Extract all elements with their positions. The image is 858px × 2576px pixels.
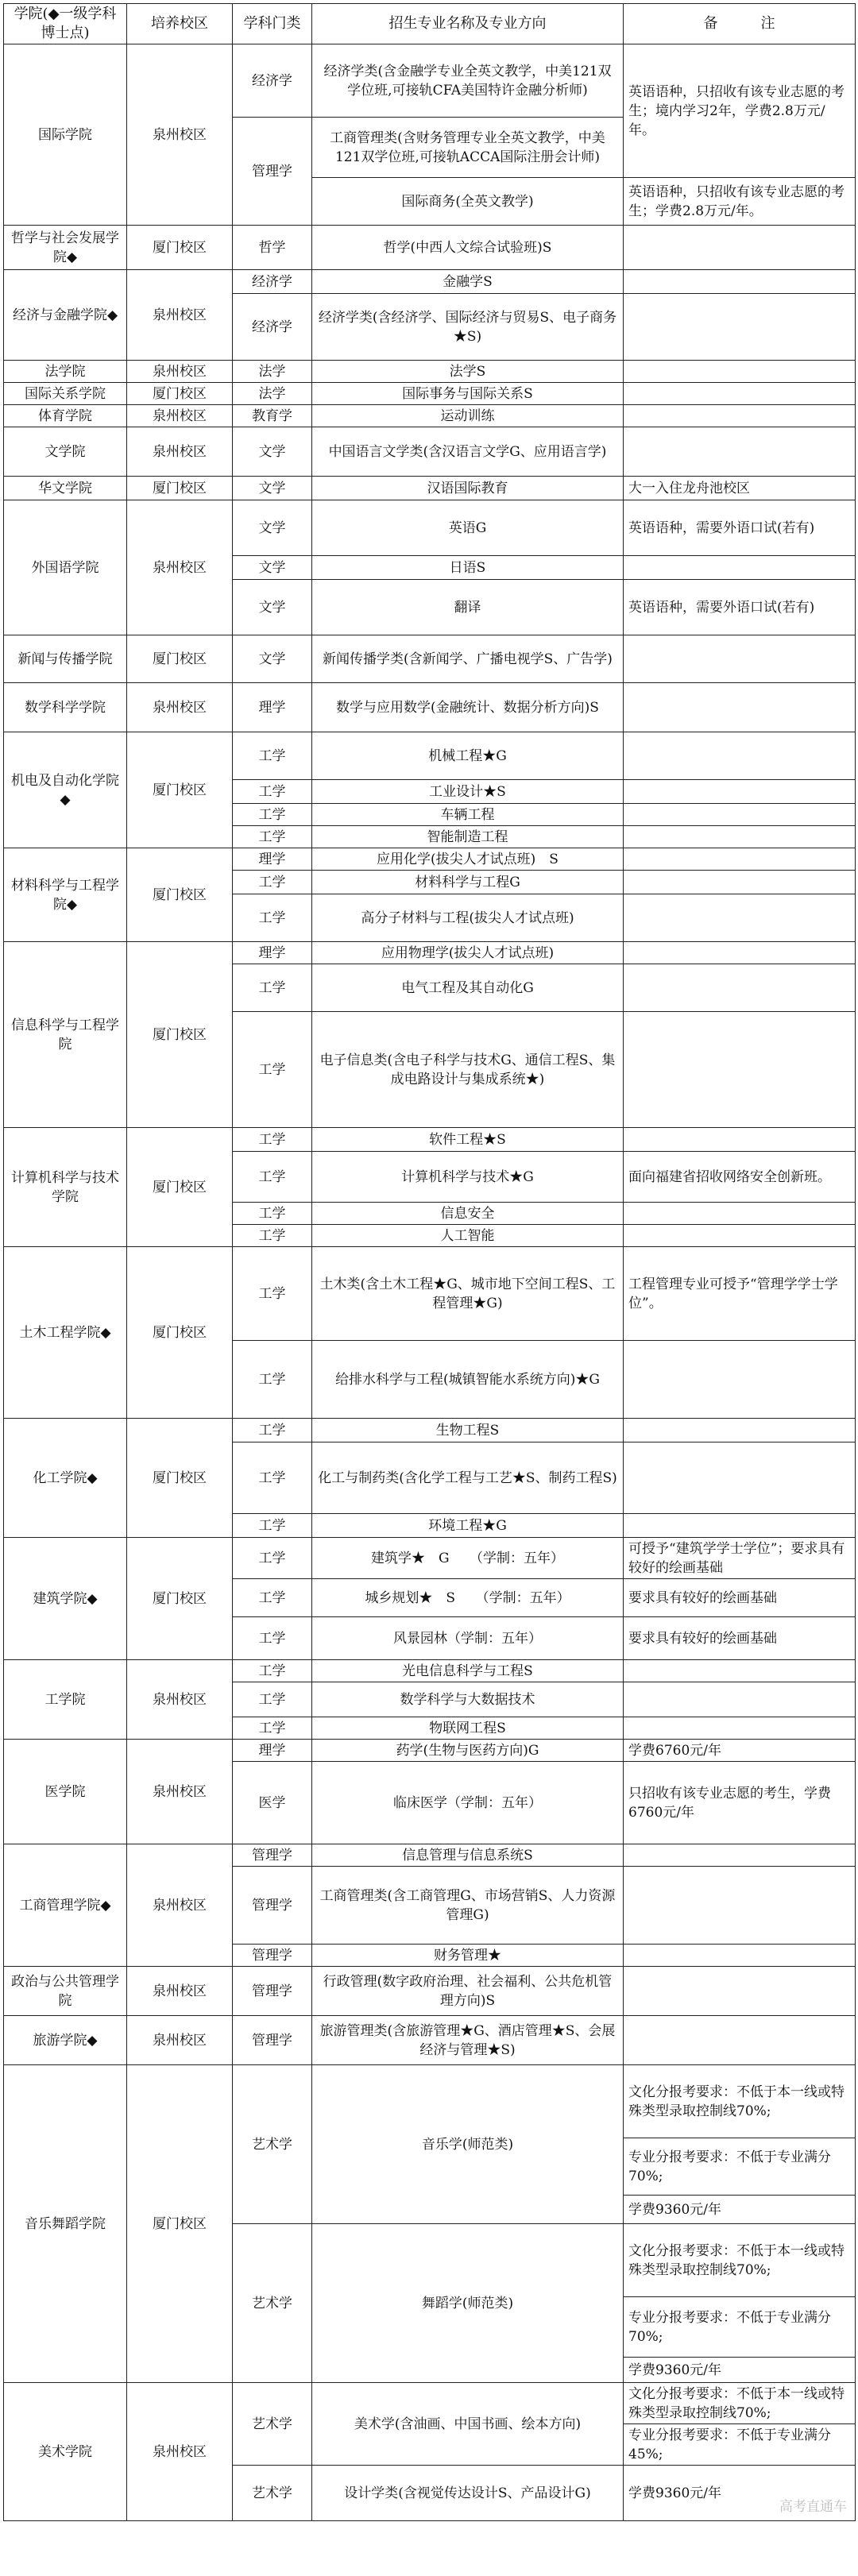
category-cell: 理学 [233, 683, 312, 732]
major-cell: 信息安全 [312, 1203, 624, 1225]
major-cell: 哲学(中西人文综合试验班)S [312, 226, 624, 270]
campus-cell: 泉州校区 [127, 2383, 233, 2521]
major-cell: 物联网工程S [312, 1717, 624, 1740]
category-cell: 理学 [233, 848, 312, 871]
college-cell: 法学院 [4, 361, 127, 383]
note-cell: 英语语种，只招收有该专业志愿的考生；境内学习2年，学费2.8万元/年。 [624, 44, 856, 178]
note-cell [624, 826, 856, 848]
note-cell [624, 871, 856, 894]
college-cell: 数学科学学院 [4, 683, 127, 732]
note-cell [624, 635, 856, 683]
major-cell: 环境工程★G [312, 1514, 624, 1538]
college-cell: 新闻与传播学院 [4, 635, 127, 683]
major-cell: 美术学(含油画、中国书画、绘本方向) [312, 2383, 624, 2466]
category-cell: 法学 [233, 383, 312, 405]
category-cell: 哲学 [233, 226, 312, 270]
category-cell: 管理学 [233, 1844, 312, 1867]
category-cell: 工学 [233, 1225, 312, 1247]
table-body [4, 44, 856, 2521]
category-cell: 艺术学 [233, 2383, 312, 2466]
note-cell [624, 804, 856, 826]
category-cell: 艺术学 [233, 2065, 312, 2224]
major-cell: 给排水科学与工程(城镇智能水系统方向)★G [312, 1341, 624, 1419]
major-cell: 光电信息科学与工程S [312, 1660, 624, 1682]
table-row [4, 500, 856, 556]
college-cell: 美术学院 [4, 2383, 127, 2521]
campus-cell: 厦门校区 [127, 1419, 233, 1538]
campus-cell: 厦门校区 [127, 383, 233, 405]
major-cell: 经济学类(含金融学专业全英文教学，中美121双学位班,可接轨CFA美国特许金融分析师) [312, 44, 624, 118]
category-cell: 文学 [233, 477, 312, 500]
campus-cell: 厦门校区 [127, 1247, 233, 1419]
note-cell [624, 383, 856, 405]
note-cell: 英语语种，只招收有该专业志愿的考生；学费2.8万元/年。 [624, 178, 856, 226]
table-row [4, 405, 856, 427]
major-cell: 药学(生物与医药方向)G [312, 1740, 624, 1762]
college-cell: 音乐舞蹈学院 [4, 2065, 127, 2383]
category-cell: 理学 [233, 942, 312, 964]
table-row [4, 427, 856, 477]
note-cell [624, 2016, 856, 2065]
campus-cell: 厦门校区 [127, 635, 233, 683]
major-cell: 汉语国际教育 [312, 477, 624, 500]
note-cell: 英语语种，需要外语口试(若有) [624, 500, 856, 556]
category-cell: 法学 [233, 361, 312, 383]
college-cell: 旅游学院◆ [4, 2016, 127, 2065]
major-cell: 工商管理类(含财务管理专业全英文教学，中美121双学位班,可接轨ACCA国际注册会计师) [312, 118, 624, 178]
category-cell: 工学 [233, 1247, 312, 1341]
note-cell: 文化分报考要求：不低于本一线或特殊类型录取控制线70%; [624, 2383, 856, 2424]
campus-cell: 泉州校区 [127, 683, 233, 732]
category-cell: 工学 [233, 1203, 312, 1225]
major-cell: 经济学类(含经济学、国际经济与贸易S、电子商务★S) [312, 294, 624, 361]
major-cell: 国际商务(全英文教学) [312, 178, 624, 226]
major-cell: 工商管理类(含工商管理G、市场营销S、人力资源管理G) [312, 1867, 624, 1945]
major-cell: 建筑学★ G （学制：五年） [312, 1538, 624, 1579]
category-cell: 工学 [233, 1419, 312, 1442]
note-cell: 学费9360元/年 [624, 2358, 856, 2383]
note-cell [624, 1945, 856, 1967]
major-cell: 工业设计★S [312, 780, 624, 804]
category-cell: 工学 [233, 732, 312, 780]
note-cell [624, 1514, 856, 1538]
major-cell: 法学S [312, 361, 624, 383]
note-cell [624, 780, 856, 804]
table-row [4, 361, 856, 383]
category-cell: 工学 [233, 1682, 312, 1717]
header-category: 学科门类 [233, 4, 312, 44]
note-cell: 文化分报考要求：不低于本一线或特殊类型录取控制线70%; [624, 2065, 856, 2138]
major-cell: 应用物理学(拔尖人才试点班) [312, 942, 624, 964]
note-cell: 学费9360元/年 [624, 2196, 856, 2224]
major-cell: 旅游管理类(含旅游管理★G、酒店管理★S、会展经济与管理★S) [312, 2016, 624, 2065]
major-cell: 英语G [312, 500, 624, 556]
campus-cell: 泉州校区 [127, 2016, 233, 2065]
table-row [4, 226, 856, 270]
note-cell [624, 1225, 856, 1247]
table-row [4, 683, 856, 732]
note-cell [624, 1203, 856, 1225]
table-row [4, 1538, 856, 1579]
major-cell: 计算机科学与技术★G [312, 1152, 624, 1203]
category-cell: 工学 [233, 1012, 312, 1128]
note-cell [624, 427, 856, 477]
note-cell [624, 270, 856, 294]
table-row [4, 1844, 856, 1867]
note-cell [624, 1012, 856, 1128]
campus-cell: 厦门校区 [127, 1538, 233, 1660]
category-cell: 工学 [233, 1514, 312, 1538]
college-cell: 信息科学与工程学院 [4, 942, 127, 1128]
major-cell: 车辆工程 [312, 804, 624, 826]
campus-cell: 厦门校区 [127, 1128, 233, 1247]
college-cell: 计算机科学与技术学院 [4, 1128, 127, 1247]
college-cell: 政治与公共管理学院 [4, 1967, 127, 2016]
note-cell [624, 1442, 856, 1514]
college-cell: 外国语学院 [4, 500, 127, 635]
category-cell: 工学 [233, 1152, 312, 1203]
note-cell [624, 1419, 856, 1442]
college-cell: 华文学院 [4, 477, 127, 500]
campus-cell: 泉州校区 [127, 500, 233, 635]
table-row [4, 1419, 856, 1442]
major-cell: 金融学S [312, 270, 624, 294]
major-cell: 高分子材料与工程(拔尖人才试点班) [312, 894, 624, 942]
category-cell: 工学 [233, 894, 312, 942]
major-cell: 行政管理(数字政府治理、社会福利、公共危机管理方向)S [312, 1967, 624, 2016]
table-row [4, 2383, 856, 2424]
note-cell: 要求具有较好的绘画基础 [624, 1617, 856, 1660]
major-cell: 日语S [312, 556, 624, 580]
major-cell: 电气工程及其自动化G [312, 964, 624, 1012]
college-cell: 材料科学与工程学院◆ [4, 848, 127, 942]
major-cell: 电子信息类(含电子科学与技术G、通信工程S、集成电路设计与集成系统★) [312, 1012, 624, 1128]
category-cell: 管理学 [233, 1967, 312, 2016]
college-cell: 建筑学院◆ [4, 1538, 127, 1660]
table-row [4, 635, 856, 683]
college-cell: 工学院 [4, 1660, 127, 1740]
table-row [4, 44, 856, 118]
major-cell: 数学与应用数学(金融统计、数据分析方向)S [312, 683, 624, 732]
campus-cell: 泉州校区 [127, 1740, 233, 1844]
note-cell [624, 405, 856, 427]
category-cell: 医学 [233, 1762, 312, 1844]
table-row [4, 2065, 856, 2138]
major-cell: 软件工程★S [312, 1128, 624, 1152]
college-cell: 土木工程学院◆ [4, 1247, 127, 1419]
campus-cell: 泉州校区 [127, 427, 233, 477]
category-cell: 工学 [233, 826, 312, 848]
campus-cell: 泉州校区 [127, 270, 233, 361]
campus-cell: 厦门校区 [127, 942, 233, 1128]
major-cell: 国际事务与国际关系S [312, 383, 624, 405]
category-cell: 经济学 [233, 270, 312, 294]
college-cell: 文学院 [4, 427, 127, 477]
campus-cell: 泉州校区 [127, 405, 233, 427]
note-cell: 可授予“建筑学学士学位”；要求具有较好的绘画基础 [624, 1538, 856, 1579]
note-cell [624, 1128, 856, 1152]
note-cell: 工程管理专业可授予“管理学学士学位”。 [624, 1247, 856, 1341]
note-cell [624, 226, 856, 270]
table-row [4, 1740, 856, 1762]
major-cell: 音乐学(师范类) [312, 2065, 624, 2224]
major-cell: 设计学类(含视觉传达设计S、产品设计G) [312, 2466, 624, 2521]
note-cell: 要求具有较好的绘画基础 [624, 1579, 856, 1617]
college-cell: 国际学院 [4, 44, 127, 226]
college-cell: 工商管理学院◆ [4, 1844, 127, 1967]
major-cell: 风景园林（学制：五年） [312, 1617, 624, 1660]
note-cell [624, 964, 856, 1012]
header-major: 招生专业名称及专业方向 [312, 4, 624, 44]
note-cell [624, 942, 856, 964]
category-cell: 工学 [233, 1717, 312, 1740]
note-cell: 文化分报考要求：不低于本一线或特殊类型录取控制线70%; [624, 2224, 856, 2297]
category-cell: 工学 [233, 1617, 312, 1660]
category-cell: 文学 [233, 635, 312, 683]
header-campus: 培养校区 [127, 4, 233, 44]
campus-cell: 泉州校区 [127, 1967, 233, 2016]
note-cell [624, 848, 856, 871]
college-cell: 医学院 [4, 1740, 127, 1844]
category-cell: 经济学 [233, 294, 312, 361]
category-cell: 管理学 [233, 2016, 312, 2065]
campus-cell: 泉州校区 [127, 1660, 233, 1740]
header-college: 学院(◆一级学科博士点) [4, 4, 127, 44]
major-cell: 舞蹈学(师范类) [312, 2224, 624, 2383]
table-row [4, 942, 856, 964]
table-row [4, 732, 856, 780]
table-row [4, 1967, 856, 2016]
major-cell: 财务管理★ [312, 1945, 624, 1967]
campus-cell: 泉州校区 [127, 1844, 233, 1967]
note-cell: 大一入住龙舟池校区 [624, 477, 856, 500]
category-cell: 工学 [233, 804, 312, 826]
note-cell: 面向福建省招收网络安全创新班。 [624, 1152, 856, 1203]
college-cell: 机电及自动化学院◆ [4, 732, 127, 848]
category-cell: 工学 [233, 1579, 312, 1617]
category-cell: 文学 [233, 427, 312, 477]
note-cell: 英语语种，需要外语口试(若有) [624, 580, 856, 635]
category-cell: 理学 [233, 1740, 312, 1762]
college-cell: 国际关系学院 [4, 383, 127, 405]
note-cell: 学费6760元/年 [624, 1740, 856, 1762]
table-row [4, 1128, 856, 1152]
note-cell [624, 1682, 856, 1717]
major-cell: 临床医学（学制：五年） [312, 1762, 624, 1844]
header-notes: 备 注 [624, 4, 856, 44]
campus-cell: 厦门校区 [127, 732, 233, 848]
note-cell: 只招收有该专业志愿的考生，学费6760元/年 [624, 1762, 856, 1844]
note-cell [624, 361, 856, 383]
campus-cell: 泉州校区 [127, 44, 233, 226]
category-cell: 教育学 [233, 405, 312, 427]
major-cell: 土木类(含土木工程★G、城市地下空间工程S、工程管理★G) [312, 1247, 624, 1341]
table-row [4, 1660, 856, 1682]
watermark: 高考直通车 [779, 2499, 847, 2515]
note-cell [624, 1967, 856, 2016]
campus-cell: 泉州校区 [127, 361, 233, 383]
major-cell: 信息管理与信息系统S [312, 1844, 624, 1867]
major-cell: 中国语言文学类(含汉语言文学G、应用语言学) [312, 427, 624, 477]
major-cell: 城乡规划★ S （学制：五年） [312, 1579, 624, 1617]
category-cell: 工学 [233, 1128, 312, 1152]
category-cell: 工学 [233, 871, 312, 894]
category-cell: 工学 [233, 1660, 312, 1682]
admissions-document [3, 3, 855, 2521]
note-cell [624, 1717, 856, 1740]
college-cell: 哲学与社会发展学院◆ [4, 226, 127, 270]
category-cell: 工学 [233, 964, 312, 1012]
major-cell: 生物工程S [312, 1419, 624, 1442]
category-cell: 文学 [233, 500, 312, 556]
table-row [4, 848, 856, 871]
table-row [4, 383, 856, 405]
college-cell: 化工学院◆ [4, 1419, 127, 1538]
note-cell [624, 732, 856, 780]
note-cell [624, 1660, 856, 1682]
note-cell [624, 1341, 856, 1419]
category-cell: 文学 [233, 556, 312, 580]
college-cell: 体育学院 [4, 405, 127, 427]
major-cell: 人工智能 [312, 1225, 624, 1247]
table-row [4, 477, 856, 500]
major-cell: 材料科学与工程G [312, 871, 624, 894]
note-cell [624, 683, 856, 732]
campus-cell: 厦门校区 [127, 2065, 233, 2383]
major-cell: 翻译 [312, 580, 624, 635]
category-cell: 文学 [233, 580, 312, 635]
major-cell: 机械工程★G [312, 732, 624, 780]
major-cell: 新闻传播学类(含新闻学、广播电视学S、广告学) [312, 635, 624, 683]
note-cell [624, 1844, 856, 1867]
major-cell: 运动训练 [312, 405, 624, 427]
campus-cell: 厦门校区 [127, 848, 233, 942]
campus-cell: 厦门校区 [127, 226, 233, 270]
note-cell [624, 1867, 856, 1945]
table-row [4, 270, 856, 294]
category-cell: 工学 [233, 780, 312, 804]
category-cell: 管理学 [233, 1867, 312, 1945]
major-cell: 应用化学(拔尖人才试点班) S [312, 848, 624, 871]
note-cell [624, 556, 856, 580]
table-row [4, 1247, 856, 1341]
category-cell: 工学 [233, 1442, 312, 1514]
category-cell: 工学 [233, 1341, 312, 1419]
category-cell: 艺术学 [233, 2466, 312, 2521]
major-cell: 化工与制药类(含化学工程与工艺★S、制药工程S) [312, 1442, 624, 1514]
major-cell: 智能制造工程 [312, 826, 624, 848]
note-cell [624, 294, 856, 361]
note-cell: 专业分报考要求：不低于专业满分70%; [624, 2297, 856, 2358]
note-cell: 学费9360元/年 [624, 2466, 856, 2521]
admissions-table [3, 3, 856, 2521]
campus-cell: 厦门校区 [127, 477, 233, 500]
college-cell: 经济与金融学院◆ [4, 270, 127, 361]
category-cell: 艺术学 [233, 2224, 312, 2383]
note-cell [624, 894, 856, 942]
note-cell: 专业分报考要求：不低于专业满分45%; [624, 2424, 856, 2466]
note-cell: 专业分报考要求：不低于专业满分70%; [624, 2138, 856, 2196]
table-row [4, 2016, 856, 2065]
major-cell: 数学科学与大数据技术 [312, 1682, 624, 1717]
category-cell: 工学 [233, 1538, 312, 1579]
category-cell: 管理学 [233, 118, 312, 226]
header-row [4, 4, 856, 44]
category-cell: 经济学 [233, 44, 312, 118]
category-cell: 管理学 [233, 1945, 312, 1967]
